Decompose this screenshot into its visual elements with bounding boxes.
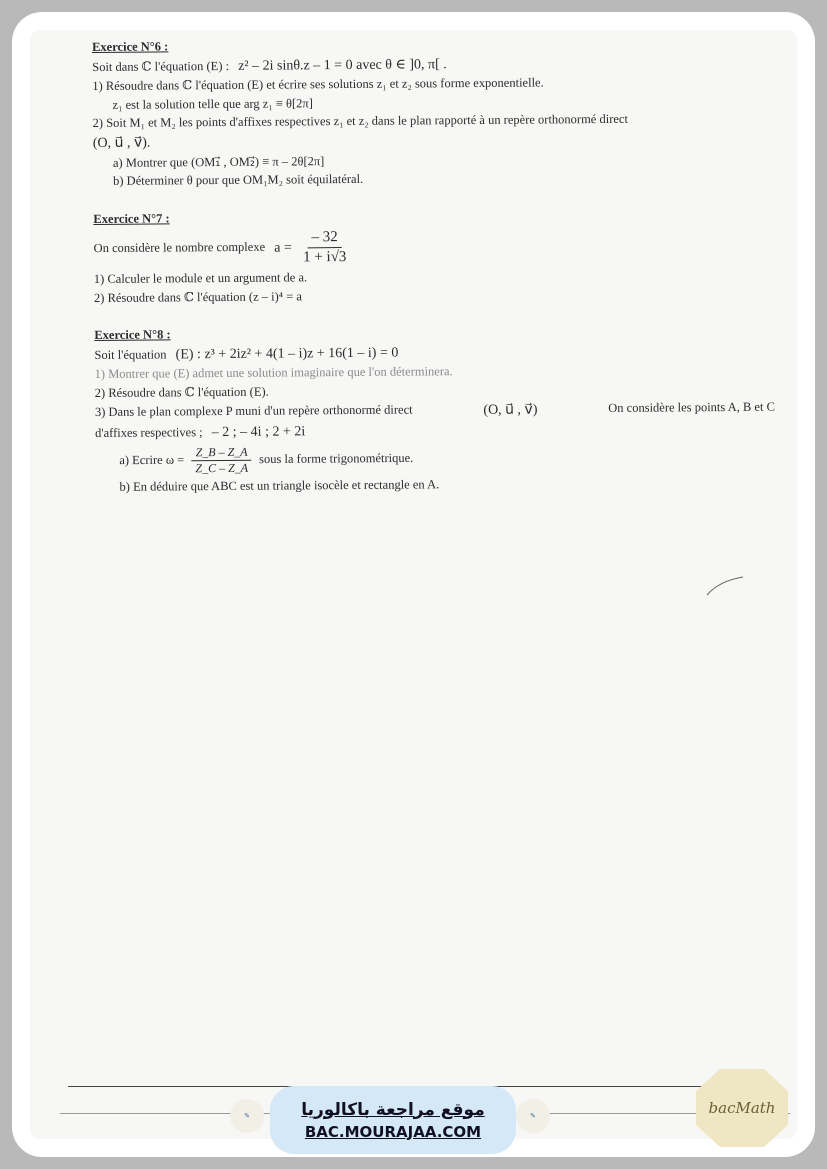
exercise-7-intro (93, 225, 773, 269)
exercise-8-affixes (95, 420, 775, 443)
exercise-7-a-numerator: – 32 (307, 228, 341, 248)
exercise-8-q3a-label: a) Ecrire ω = (119, 452, 185, 467)
exercise-8-omega-numerator: Z_B – Z_A (192, 444, 252, 460)
exercise-8-q1: 1) Montrer que (E) admet une solution imaginaire que l'on déterminera. (94, 364, 453, 382)
exercise-7 (93, 206, 774, 306)
exercise-8-affixes-values: – 2 ; – 4i ; 2 + 2i (211, 424, 306, 441)
exercise-8-q3-text: 3) Dans le plan complexe P muni d'un repère orthonormé direct (94, 401, 413, 419)
exercise-8-q3-frame: (O, u⃗ , v⃗) (483, 402, 538, 418)
site-logo-right-icon: ✎ (516, 1099, 550, 1133)
exercise-8-q3b: b) En déduire que ABC est un triangle isocèle et rectangle en A. (119, 476, 440, 494)
exercise-6-q2: 2) Soit M₁ et M₂ les points d'affixes respectives z₁ et z₂ dans le plan rapporté à un repère orthonormé direct (92, 112, 628, 131)
exercise-8-q3a-rest: sous la forme trigonométrique. (259, 450, 414, 466)
exercise-8-q3 (95, 399, 775, 422)
exercise-8-q2: 2) Résoudre dans ℂ l'équation (E). (94, 384, 269, 400)
exercise-8-equation: (E) : z³ + 2iz² + 4(1 – i)z + 16(1 – i) = 0 (175, 345, 399, 363)
exercise-8 (94, 323, 775, 495)
exercise-8-omega-fraction (191, 444, 252, 475)
exercise-6-q2a: a) Montrer que (OM₁⃗ , OM₂⃗) ≡ π – 2θ[2π] (112, 153, 325, 170)
exercise-7-a-denominator: 1 + i√3 (302, 249, 347, 266)
bacmath-badge (694, 1067, 790, 1149)
exercise-7-a-lhs: a = (274, 239, 292, 256)
site-banner[interactable] (270, 1086, 516, 1154)
exercise-7-title: Exercice N°7 : (93, 211, 170, 226)
site-banner-url[interactable]: BAC.MOURAJAA.COM (304, 1122, 482, 1141)
exercise-7-intro-text: On considère le nombre complexe (93, 240, 266, 256)
exercise-6-intro (92, 53, 772, 76)
site-banner-arabic-title: موقع مراجعة باكالوريا (301, 1099, 485, 1120)
document-content (92, 35, 776, 517)
exercise-6-equation: z² – 2i sinθ.z – 1 = 0 avec θ ∈ ]0, π[ . (238, 56, 447, 74)
exercise-6 (92, 35, 773, 190)
exercise-8-q3-points: On considère les points A, B et C (608, 399, 775, 415)
exercise-7-q2: 2) Résoudre dans ℂ l'équation (z – i)⁴ = a (93, 288, 303, 305)
exercise-6-title: Exercice N°6 : (92, 39, 169, 54)
exercise-8-omega-denominator: Z_C – Z_A (195, 460, 249, 475)
exercise-8-title: Exercice N°8 : (94, 327, 171, 343)
exercise-8-affixes-label: d'affixes respectives ; (95, 425, 203, 440)
bacmath-badge-text: bacMath (708, 1099, 776, 1117)
exercise-6-q2-frame: (O, u⃗ , v⃗). (92, 135, 151, 151)
exercise-6-q1: 1) Résoudre dans ℂ l'équation (E) et écrire ses solutions z₁ et z₂ sous forme exponentielle. (92, 75, 544, 94)
exercise-8-intro (94, 341, 774, 364)
exercise-6-intro-text: Soit dans ℂ l'équation (E) : (92, 58, 230, 74)
exercise-8-intro-text: Soit l'équation (94, 347, 167, 362)
exercise-7-a-fraction (299, 228, 351, 267)
exercise-7-q1: 1) Calculer le module et un argument de a. (93, 270, 308, 286)
exercise-8-q3a (95, 440, 775, 476)
pen-mark (705, 575, 745, 597)
site-logo-left-icon: ✎ (230, 1099, 264, 1133)
exercise-6-q2b: b) Déterminer θ pour que OM₁M₂ soit équilatéral. (113, 171, 364, 188)
exercise-6-q1-note: z₁ est la solution telle que arg z₁ ≡ θ[2π] (112, 96, 313, 112)
